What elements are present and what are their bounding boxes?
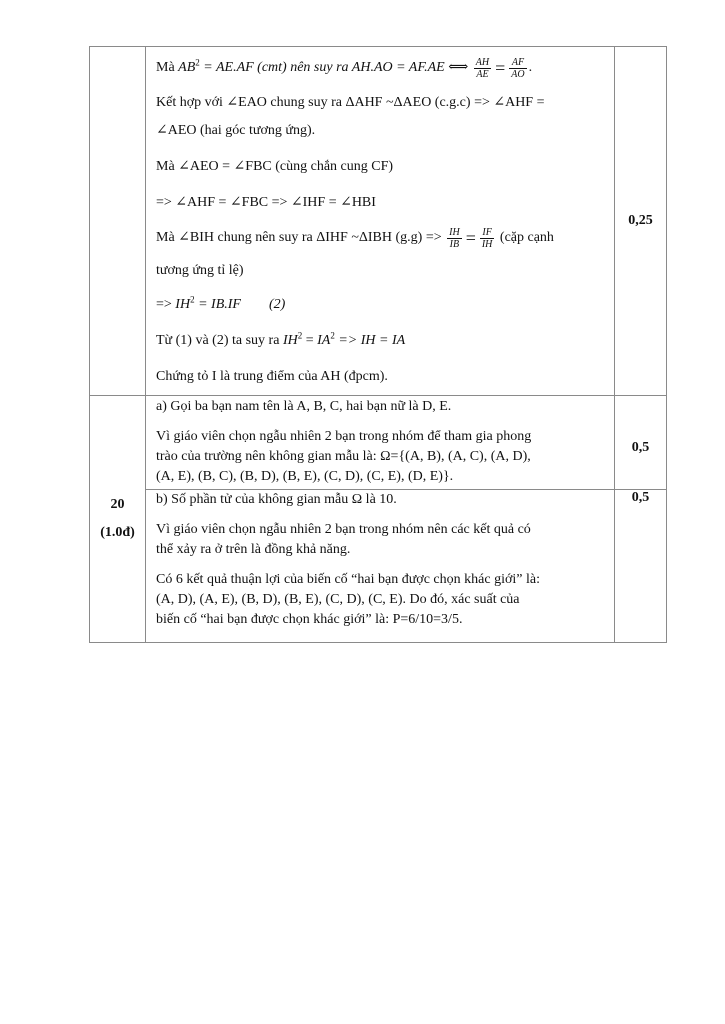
superscript: 2 xyxy=(330,330,335,341)
text: IH xyxy=(175,297,191,313)
proof-line-2: Kết hợp với ∠EAO chung suy ra ΔAHF ~ΔAEO (c.g.c) => ∠AHF = xyxy=(156,95,545,111)
proof-line-8 xyxy=(156,295,606,315)
superscript: 2 xyxy=(190,294,195,305)
proof-line-9 xyxy=(156,331,606,351)
text: (cặp cạnh xyxy=(496,230,554,246)
part-b-line-3: thể xảy ra ở trên là đồng khả năng. xyxy=(156,542,351,558)
score-cell-proof xyxy=(615,47,667,396)
numerator: IF xyxy=(480,227,495,239)
equals-sign: = xyxy=(465,228,476,249)
part-b-line-5: (A, D), (A, E), (B, D), (B, E), (C, D), (C, E). Do đó, xác suất của xyxy=(156,592,520,608)
superscript: 2 xyxy=(195,57,200,68)
table-row-question-20 xyxy=(90,396,667,490)
score-value: 0,5 xyxy=(631,439,650,455)
proof-line-5: => ∠AHF = ∠FBC => ∠IHF = ∠HBI xyxy=(156,195,376,211)
numerator: AF xyxy=(509,57,526,69)
proof-line-4: Mà ∠AEO = ∠FBC (cùng chắn cung CF) xyxy=(156,159,394,175)
score-cell-b xyxy=(615,490,667,643)
question-cell-empty xyxy=(90,47,146,396)
part-b-line-2: Vì giáo viên chọn ngẫu nhiên 2 bạn trong nhóm nên các kết quả có xyxy=(156,522,531,538)
answer-table xyxy=(89,46,667,643)
score-value: 0,5 xyxy=(631,490,650,506)
text: => xyxy=(156,297,176,313)
solution-cell-a xyxy=(146,396,615,490)
text: = xyxy=(302,333,318,349)
solution-cell-b xyxy=(146,490,615,643)
fraction-ih-ib xyxy=(447,227,462,250)
question-cell-20 xyxy=(90,396,146,643)
text: = IB.IF (2) xyxy=(194,297,286,313)
solution-cell-proof xyxy=(146,47,615,396)
denominator: IH xyxy=(481,238,493,250)
text: IA xyxy=(317,333,331,349)
text: AB xyxy=(178,60,196,76)
part-a-line-4: (A, E), (B, C), (B, D), (B, E), (C, D), (C, E), (D, E)}. xyxy=(156,469,454,485)
text: Mà ∠BIH chung nên suy ra ΔIHF ~ΔIBH (g.g) => xyxy=(156,230,446,246)
part-b-line-6: biến cố “hai bạn được chọn khác giới” là: P=6/10=3/5. xyxy=(156,612,463,628)
table-row-proof xyxy=(90,47,667,396)
proof-line-1 xyxy=(156,53,606,83)
denominator: AE xyxy=(476,68,489,80)
question-number: 20 xyxy=(110,497,125,513)
text: = AE.AF (cmt) nên suy ra AH.AO = AF.AE ⟺ xyxy=(199,60,472,76)
table-row-part-b xyxy=(90,490,667,643)
numerator: IH xyxy=(449,226,460,238)
proof-line-3: ∠AEO (hai góc tương ứng). xyxy=(156,123,316,139)
superscript: 2 xyxy=(297,330,303,341)
proof-line-6 xyxy=(156,223,606,253)
proof-line-10: Chứng tỏ I là trung điểm của AH (đpcm). xyxy=(156,369,388,385)
denominator: AO xyxy=(511,68,525,80)
fraction-if-ih xyxy=(480,227,495,250)
text: . xyxy=(528,60,533,76)
fraction-ah-ae xyxy=(474,57,491,80)
text: Mà xyxy=(156,60,179,76)
text: => IH = IA xyxy=(334,333,406,349)
fraction-af-ao xyxy=(509,57,526,80)
part-a-line-3: trào của trường nên không gian mẫu là: Ω={(A, B), (A, C), (A, D), xyxy=(156,449,531,465)
part-b-line-1: b) Số phần tử của không gian mẫu Ω là 10. xyxy=(156,492,397,508)
question-points: (1.0đ) xyxy=(100,525,135,541)
text: Từ (1) và (2) ta suy ra xyxy=(156,333,283,349)
score-value: 0,25 xyxy=(628,213,653,229)
part-b-line-4: Có 6 kết quả thuận lợi của biến cố “hai bạn được chọn khác giới” là: xyxy=(156,572,540,588)
equals-sign: = xyxy=(495,58,506,78)
part-a-line-1: a) Gọi ba bạn nam tên là A, B, C, hai bạn nữ là D, E. xyxy=(156,399,452,415)
text: IH xyxy=(282,333,298,349)
numerator: AH xyxy=(475,56,490,68)
proof-line-7: tương ứng tỉ lệ) xyxy=(156,263,244,279)
denominator: IB xyxy=(449,238,460,250)
part-a-line-2: Vì giáo viên chọn ngẫu nhiên 2 bạn trong nhóm để tham gia phong xyxy=(156,429,532,445)
score-cell-a xyxy=(615,396,667,490)
